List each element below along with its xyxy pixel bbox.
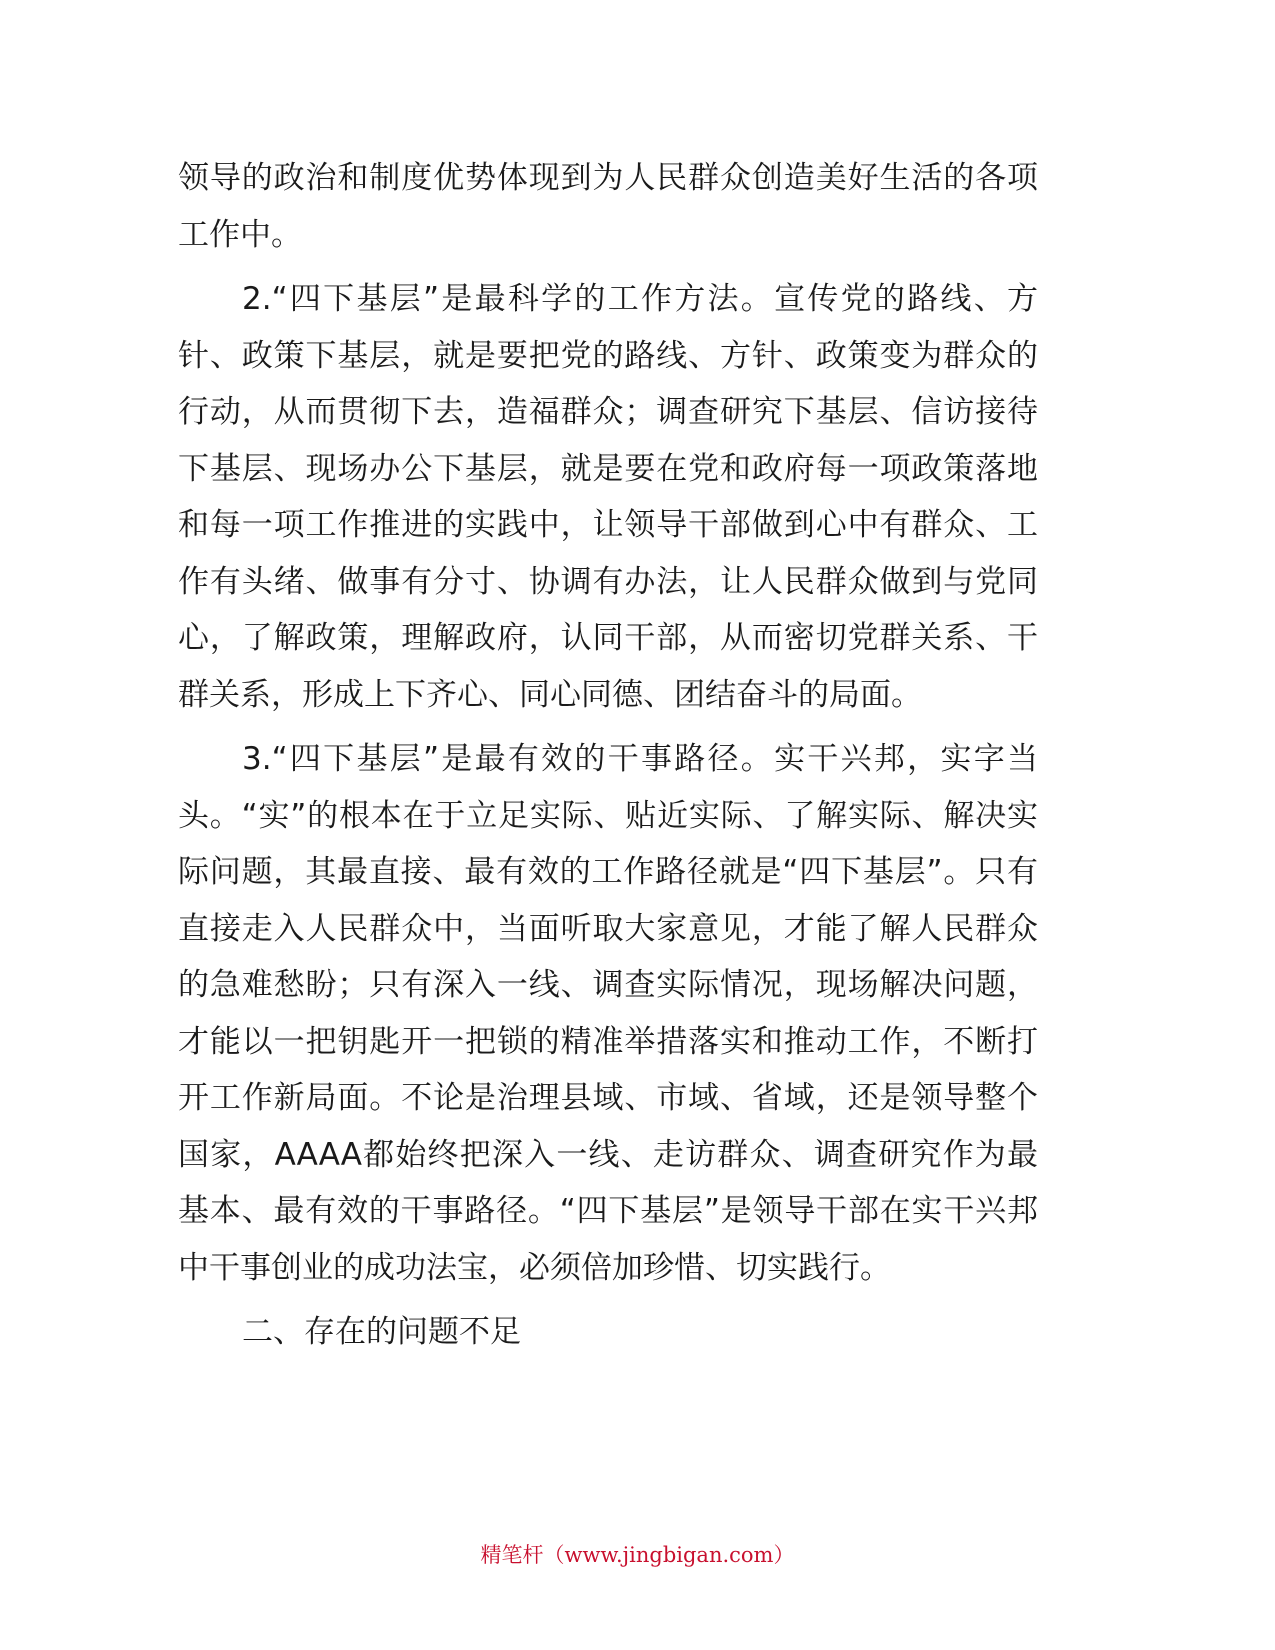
- paragraph-method: 2.“四下基层”是最科学的工作方法。宣传党的路线、方针、政策下基层，就是要把党的路线、方针、政策变为群众的行动，从而贯彻下去，造福群众；调查研究下基层、信访接待下基层、现场办公下基层，就是要在党和政府每一项政策落地和每一项工作推进的实践中，让领导干部做到心中有群众、工作有头绪、做事有分寸、协调有办法，让人民群众做到与党同心，了解政策，理解政府，认同干部，从而密切党群关系、干群关系，形成上下齐心、同心同德、团结奋斗的局面。: [178, 281, 1038, 713]
- document-body: [178, 150, 1038, 1361]
- paragraph-continuation: 领导的政治和制度优势体现到为人民群众创造美好生活的各项工作中。: [178, 160, 1038, 253]
- footer-watermark: 精笔杆（www.jingbigan.com）: [480, 1543, 795, 1567]
- section-heading-problems: 二、存在的问题不足: [242, 1314, 521, 1350]
- paragraph-path: 3.“四下基层”是最有效的干事路径。实干兴邦，实字当头。“实”的根本在于立足实际、贴近实际、了解实际、解决实际问题，其最直接、最有效的工作路径就是“四下基层”。只有直接走入人民群众中，当面听取大家意见，才能了解人民群众的急难愁盼；只有深入一线、调查实际情况，现场解决问题，才能以一把钥匙开一把锁的精准举措落实和推动工作，不断打开工作新局面。不论是治理县域、市域、省域，还是领导整个国家，AAAA都始终把深入一线、走访群众、调查研究作为最基本、最有效的干事路径。“四下基层”是领导干部在实干兴邦中干事创业的成功法宝，必须倍加珍惜、切实践行。: [178, 741, 1038, 1286]
